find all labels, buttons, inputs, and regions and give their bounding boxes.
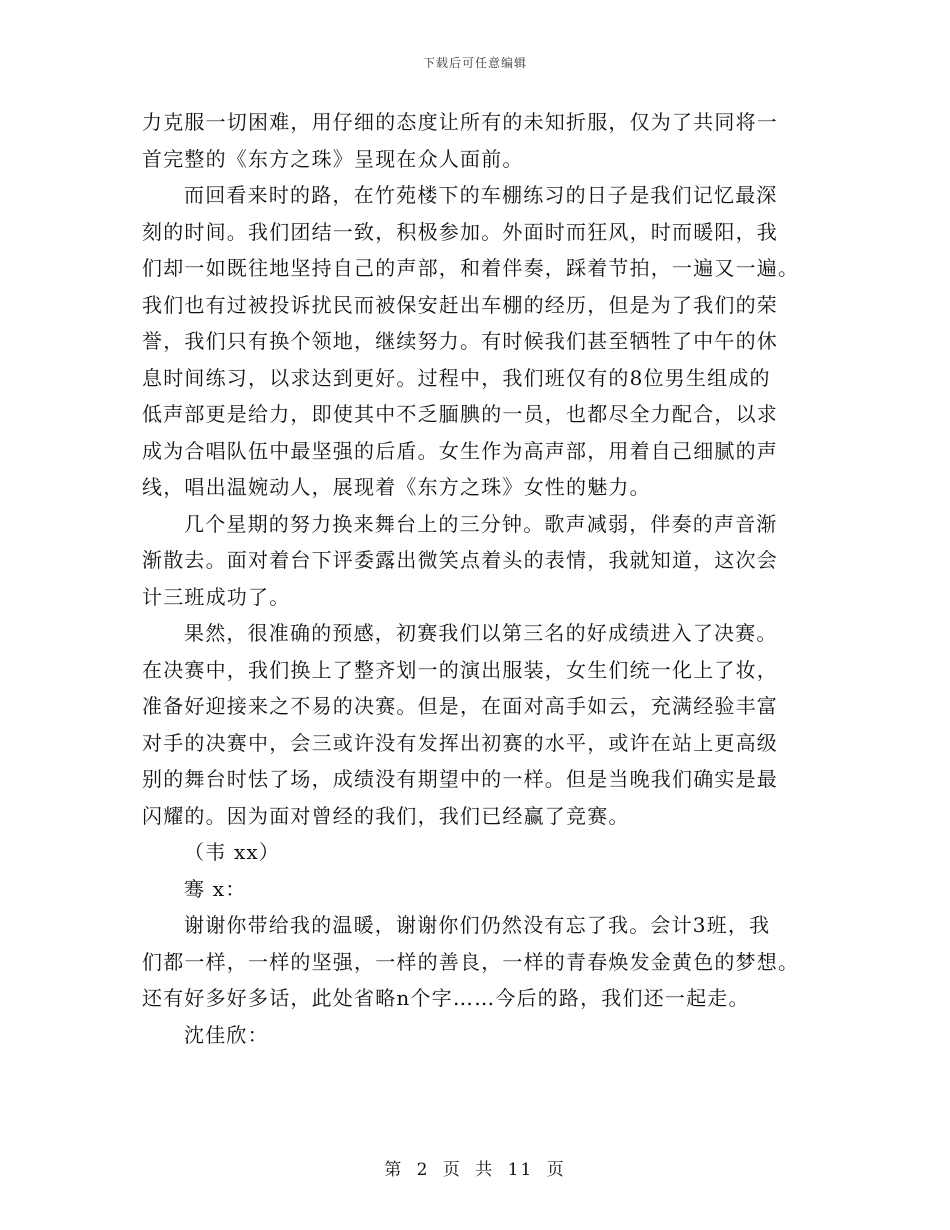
text-line: 力克服一切困难，用仔细的态度让所有的未知折服，仅为了共同将一 <box>142 110 778 134</box>
text-line: 线，唱出温婉动人，展现着《东方之珠》女性的魅力。 <box>142 475 651 499</box>
text-line: 渐散去。面对着台下评委露出微笑点着头的表情，我就知道，这次会 <box>142 548 778 572</box>
text-line: 们却一如既往地坚持自己的声部，和着伴奏，踩着节拍，一遍又一遍。 <box>142 256 800 280</box>
document-body <box>142 104 822 1053</box>
text-line: 誉，我们只有换个领地，继续努力。有时候我们甚至牺牲了中午的休 <box>142 329 778 353</box>
text-line: 而回看来时的路，在竹苑楼下的车棚练习的日子是我们记忆最深 <box>184 183 778 207</box>
page-footer: 第 2 页 共 11 页 <box>384 1160 566 1180</box>
text-line: 刻的时间。我们团结一致，积极参加。外面时而狂风，时而暖阳，我 <box>142 219 778 244</box>
text-line: 果然，很准确的预感，初赛我们以第三名的好成绩进入了决赛。 <box>184 621 778 645</box>
text-line: 谢谢你带给我的温暖，谢谢你们仍然没有忘了我。会计3班，我 <box>184 913 771 937</box>
text-line: 别的舞台时怯了场，成绩没有期望中的一样。但是当晚我们确实是最 <box>142 767 778 791</box>
text-line: 成为合唱队伍中最坚强的后盾。女生作为高声部，用着自己细腻的声 <box>142 438 778 463</box>
text-line: 我们也有过被投诉扰民而被保安赶出车棚的经历，但是为了我们的荣 <box>142 292 778 317</box>
text-line: （韦 xx） <box>184 840 281 864</box>
text-line: 闪耀的。因为面对曾经的我们，我们已经赢了竞赛。 <box>142 803 630 828</box>
text-line: 首完整的《东方之珠》呈现在众人面前。 <box>142 146 524 171</box>
text-line: 几个星期的努力换来舞台上的三分钟。歌声减弱，伴奏的声音渐 <box>184 511 778 536</box>
text-line: 沈佳欣： <box>184 1022 269 1047</box>
text-line: 还有好多好多话，此处省略n个字……今后的路，我们还一起走。 <box>142 986 750 1010</box>
text-line: 计三班成功了。 <box>142 584 291 609</box>
text-line: 在决赛中，我们换上了整齐划一的演出服装，女生们统一化上了妆， <box>142 657 778 682</box>
text-line: 骞 x： <box>184 876 247 901</box>
text-line: 息时间练习，以求达到更好。过程中，我们班仅有的8位男生组成的 <box>142 365 771 390</box>
page-header: 下载后可任意编辑 <box>422 56 527 70</box>
text-line: 低声部更是给力，即使其中不乏腼腆的一员，也都尽全力配合，以求 <box>142 402 778 426</box>
text-line: 对手的决赛中，会三或许没有发挥出初赛的水平，或许在站上更高级 <box>142 730 778 755</box>
text-line: 们都一样，一样的坚强，一样的善良，一样的青春焕发金黄色的梦想。 <box>142 949 800 974</box>
text-line: 准备好迎接来之不易的决赛。但是，在面对高手如云，充满经验丰富 <box>142 694 778 718</box>
